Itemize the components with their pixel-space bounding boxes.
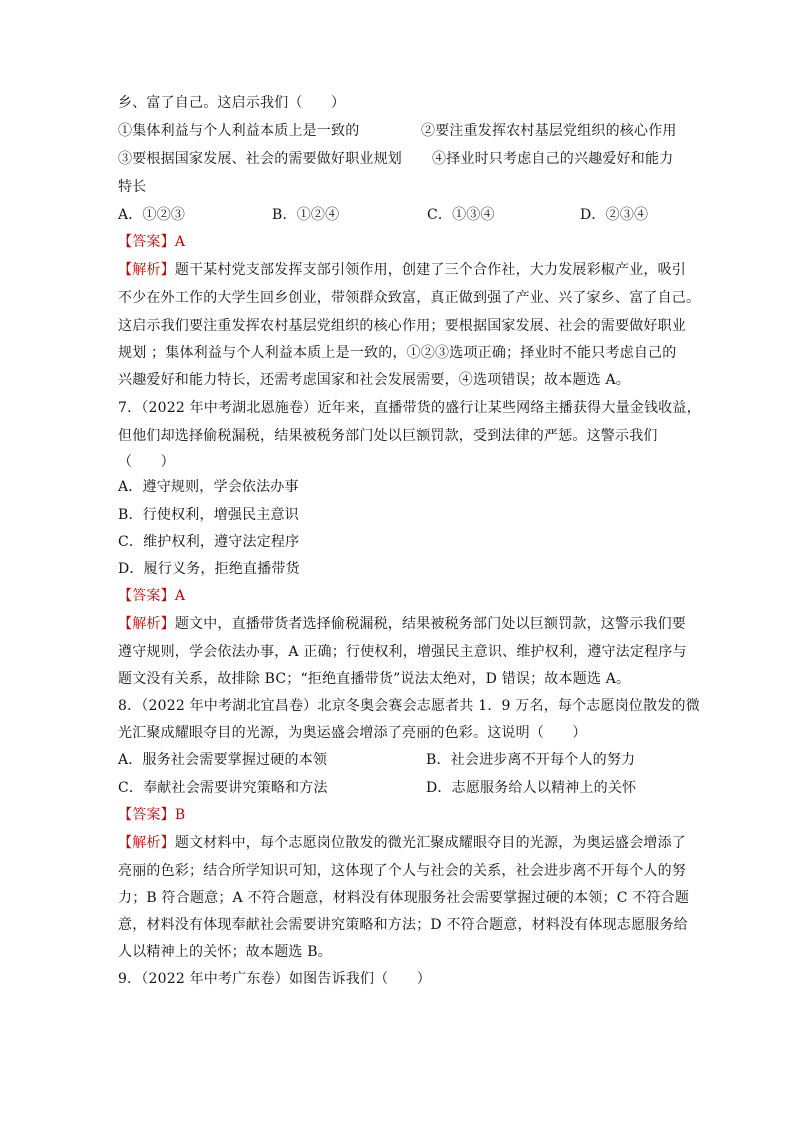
q8-choice-b: B．社会进步离不开每个人的努力: [426, 752, 636, 768]
q6-analysis-line-5: 兴趣爱好和能力特长，还需考虑国家和社会发展需要，④选项错误；故本题选 A。: [118, 372, 630, 388]
q8-choice-d: D．志愿服务给人以精神上的关怀: [426, 780, 637, 796]
q7-stem-line-2: 但他们却选择偷税漏税，结果被税务部门处以巨额罚款，受到法律的严惩。这警示我们: [118, 428, 658, 444]
analysis-text: 题干某村党支部发挥支部引领作用，创建了三个合作社，大力发展彩椒产业，吸引: [174, 262, 687, 278]
q6-analysis-line-4: 规划 ；集体利益与个人利益本质上是一致的，①②③选项正确；择业时不能只考虑自己的: [118, 345, 677, 361]
analysis-text: 题文材料中，每个志愿岗位散发的微光汇聚成耀眼夺目的光源，为奥运盛会增添了: [174, 835, 687, 851]
answer-value: A: [174, 588, 186, 604]
analysis-tag: 【解析】: [118, 835, 175, 851]
q6-analysis-line-3: 这启示我们要注重发挥农村基层党组织的核心作用；要根据国家发展、社会的需要做好职业: [118, 318, 686, 334]
q6-choice-d: D．②③④: [580, 207, 649, 223]
q6-option-1: ①集体利益与个人利益本质上是一致的: [118, 123, 360, 139]
q6-option-4: ④择业时只考虑自己的兴趣爱好和能力: [432, 151, 674, 167]
q7-choice-a: A．遵守规则，学会依法办事: [118, 479, 299, 495]
q7-analysis-line-3: 题文没有关系，故排除 BC；“拒绝直播带货”说法太绝对，D 错误；故本题选 A。: [118, 671, 631, 687]
q7-analysis-line-1: [118, 614, 686, 634]
q8-analysis-line-2: 亮丽的色彩；结合所学知识可知，这体现了个人与社会的关系，社会进步离不开每个人的努: [118, 863, 686, 879]
q6-analysis-line-2: 不少在外工作的大学生回乡创业，带领群众致富，真正做到强了产业、兴了家乡、富了自己。: [118, 290, 701, 306]
analysis-tag: 【解析】: [118, 262, 175, 278]
answer-tag: 【答案】: [118, 588, 175, 604]
analysis-tag: 【解析】: [118, 616, 175, 632]
q6-analysis-line-1: [118, 260, 686, 280]
q7-stem-line-3: （ ）: [118, 454, 175, 470]
q6-option-3: ③要根据国家发展、社会的需要做好职业规划: [118, 151, 402, 167]
q6-stem-tail: 乡、富了自己。这启示我们（ ）: [118, 95, 346, 111]
q7-choice-b: B．行使权利，增强民主意识: [118, 507, 299, 523]
analysis-text: 题文中，直播带货者选择偷税漏税，结果被税务部门处以巨额罚款，这警示我们要: [174, 616, 687, 632]
q6-answer: [118, 232, 185, 252]
answer-value: A: [174, 234, 186, 250]
q8-analysis-line-3: 力；B 符合题意；A 不符合题意，材料没有体现服务社会需要掌握过硬的本领；C 不符合题: [118, 890, 690, 906]
q6-choice-b: B．①②④: [272, 207, 340, 223]
q8-choice-c: C．奉献社会需要讲究策略和方法: [118, 780, 328, 796]
q6-choice-a: A．①②③: [118, 207, 186, 223]
q7-stem-line-1: 7．（2022 年中考湖北恩施卷）近年来，直播带货的盛行让某些网络主播获得大量金钱收益，: [118, 400, 701, 416]
q6-option-4-cont: 特长: [118, 179, 147, 195]
answer-value: B: [174, 807, 186, 823]
q6-option-2: ②要注重发挥农村基层党组织的核心作用: [421, 123, 677, 139]
q8-analysis-line-4: 意，材料没有体现奉献社会需要讲究策略和方法；D 不符合题意，材料没有体现志愿服务给: [118, 917, 688, 933]
answer-tag: 【答案】: [118, 234, 175, 250]
q7-analysis-line-2: 遵守规则，学会依法办事，A 正确；行使权利，增强民主意识、维护权利，遵守法定程序与: [118, 644, 687, 660]
q8-analysis-line-5: 人以精神上的关怀；故本题选 B。: [118, 944, 332, 960]
q6-choice-c: C．①③④: [427, 207, 495, 223]
q8-analysis-line-1: [118, 833, 686, 853]
answer-tag: 【答案】: [118, 807, 175, 823]
q8-stem-line-2: 光汇聚成耀眼夺目的光源，为奥运盛会增添了亮丽的色彩。这说明（ ）: [118, 725, 587, 741]
q7-choice-c: C．维护权利，遵守法定程序: [118, 534, 300, 550]
q8-choice-a: A．服务社会需要掌握过硬的本领: [118, 752, 328, 768]
q8-answer: [118, 805, 185, 825]
q8-stem-line-1: 8．（2022 年中考湖北宜昌卷）北京冬奥会赛会志愿者共 1．9 万名，每个志愿岗位散发的微: [118, 698, 700, 714]
q7-choice-d: D．履行义务，拒绝直播带货: [118, 561, 300, 577]
q7-answer: [118, 586, 185, 606]
q9-stem: 9．（2022 年中考广东卷）如图告诉我们（ ）: [118, 971, 431, 987]
